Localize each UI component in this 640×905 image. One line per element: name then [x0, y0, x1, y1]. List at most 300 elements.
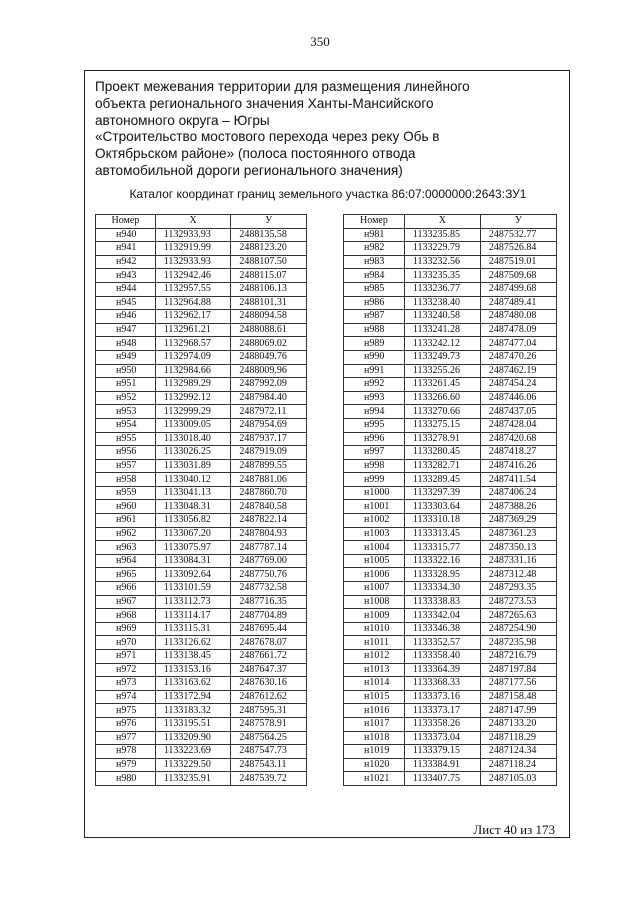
- x-coordinate-cell: 1133266.60: [404, 391, 480, 405]
- table-row: [96, 541, 307, 555]
- y-coordinate-cell: 2487732.58: [231, 582, 307, 596]
- point-number-cell: н952: [96, 391, 156, 405]
- column-header-x: X: [155, 215, 231, 229]
- table-row: [96, 500, 307, 514]
- x-coordinate-cell: 1133223.69: [155, 745, 231, 759]
- point-number-cell: н993: [344, 391, 405, 405]
- y-coordinate-cell: 2487446.06: [480, 391, 556, 405]
- point-number-cell: н954: [96, 418, 156, 432]
- point-number-cell: н1004: [344, 541, 405, 555]
- table-row: [344, 527, 557, 541]
- point-number-cell: н986: [344, 296, 405, 310]
- table-row: [96, 228, 307, 242]
- y-coordinate-cell: 2487972.11: [231, 405, 307, 419]
- table-row: [96, 459, 307, 473]
- point-number-cell: н1012: [344, 650, 405, 664]
- x-coordinate-cell: 1132933.93: [155, 228, 231, 242]
- table-row: [96, 310, 307, 324]
- x-coordinate-cell: 1132961.21: [155, 323, 231, 337]
- point-number-cell: н1017: [344, 717, 405, 731]
- y-coordinate-cell: 2487388.26: [480, 500, 556, 514]
- y-coordinate-cell: 2487235.98: [480, 636, 556, 650]
- y-coordinate-cell: 2487428.04: [480, 418, 556, 432]
- x-coordinate-cell: 1132984.66: [155, 364, 231, 378]
- y-coordinate-cell: 2488069.02: [231, 337, 307, 351]
- x-coordinate-cell: 1132957.55: [155, 282, 231, 296]
- table-row: [344, 554, 557, 568]
- table-row: [344, 446, 557, 460]
- point-number-cell: н977: [96, 731, 156, 745]
- y-coordinate-cell: 2488106.13: [231, 282, 307, 296]
- point-number-cell: н992: [344, 378, 405, 392]
- table-row: [344, 622, 557, 636]
- table-row: [344, 758, 557, 772]
- y-coordinate-cell: 2487411.54: [480, 473, 556, 487]
- point-number-cell: н973: [96, 677, 156, 691]
- y-coordinate-cell: 2487899.55: [231, 459, 307, 473]
- table-row: [96, 731, 307, 745]
- point-number-cell: н998: [344, 459, 405, 473]
- y-coordinate-cell: 2487312.48: [480, 568, 556, 582]
- point-number-cell: н961: [96, 514, 156, 528]
- table-row: [96, 514, 307, 528]
- x-coordinate-cell: 1133289.45: [404, 473, 480, 487]
- x-coordinate-cell: 1133115.31: [155, 622, 231, 636]
- point-number-cell: н1002: [344, 514, 405, 528]
- y-coordinate-cell: 2487769.00: [231, 554, 307, 568]
- point-number-cell: н1007: [344, 582, 405, 596]
- point-number-cell: н962: [96, 527, 156, 541]
- y-coordinate-cell: 2487118.29: [480, 731, 556, 745]
- x-coordinate-cell: 1133261.45: [404, 378, 480, 392]
- y-coordinate-cell: 2487273.53: [480, 595, 556, 609]
- y-coordinate-cell: 2487595.31: [231, 704, 307, 718]
- y-coordinate-cell: 2487480.08: [480, 310, 556, 324]
- table-row: [96, 568, 307, 582]
- y-coordinate-cell: 2487499.68: [480, 282, 556, 296]
- point-number-cell: н948: [96, 337, 156, 351]
- x-coordinate-cell: 1133138.45: [155, 650, 231, 664]
- y-coordinate-cell: 2487418.27: [480, 446, 556, 460]
- point-number-cell: н945: [96, 296, 156, 310]
- table-row: [96, 446, 307, 460]
- table-row: [344, 717, 557, 731]
- document-title: Проект межевания территории для размещения линейного объекта регионального значения Ханты-Мансийского автономного округа – Югры «Строительство мостового перехода через реку Обь в Октябрьском районе» (полоса постоянного отвода автомобильной дороги регионального значения): [95, 79, 470, 178]
- table-row: [96, 378, 307, 392]
- table-row: [96, 418, 307, 432]
- y-coordinate-cell: 2487124.34: [480, 745, 556, 759]
- x-coordinate-cell: 1133358.40: [404, 650, 480, 664]
- table-row: [96, 282, 307, 296]
- point-number-cell: н943: [96, 269, 156, 283]
- point-number-cell: н974: [96, 690, 156, 704]
- y-coordinate-cell: 2487919.09: [231, 446, 307, 460]
- x-coordinate-cell: 1132992.12: [155, 391, 231, 405]
- point-number-cell: н965: [96, 568, 156, 582]
- x-coordinate-cell: 1132962.17: [155, 310, 231, 324]
- table-row: [96, 690, 307, 704]
- y-coordinate-cell: 2487881.06: [231, 473, 307, 487]
- y-coordinate-cell: 2487647.37: [231, 663, 307, 677]
- table-row: [344, 650, 557, 664]
- table-row: [344, 242, 557, 256]
- x-coordinate-cell: 1133242.12: [404, 337, 480, 351]
- x-coordinate-cell: 1133163.62: [155, 677, 231, 691]
- point-number-cell: н1003: [344, 527, 405, 541]
- point-number-cell: н1008: [344, 595, 405, 609]
- table-row: [96, 745, 307, 759]
- y-coordinate-cell: 2487105.03: [480, 772, 556, 786]
- table-row: [344, 364, 557, 378]
- table-row: [344, 391, 557, 405]
- x-coordinate-cell: 1133270.66: [404, 405, 480, 419]
- y-coordinate-cell: 2487787.14: [231, 541, 307, 555]
- y-coordinate-cell: 2487612.62: [231, 690, 307, 704]
- point-number-cell: н990: [344, 350, 405, 364]
- table-row: [96, 486, 307, 500]
- table-row: [344, 704, 557, 718]
- point-number-cell: н963: [96, 541, 156, 555]
- y-coordinate-cell: 2488088.61: [231, 323, 307, 337]
- x-coordinate-cell: 1133241.28: [404, 323, 480, 337]
- x-coordinate-cell: 1133379.15: [404, 745, 480, 759]
- y-coordinate-cell: 2487630.16: [231, 677, 307, 691]
- coordinates-table-right: [343, 214, 557, 786]
- x-coordinate-cell: 1133315.77: [404, 541, 480, 555]
- table-row: [344, 405, 557, 419]
- point-number-cell: н949: [96, 350, 156, 364]
- point-number-cell: н951: [96, 378, 156, 392]
- y-coordinate-cell: 2487147.99: [480, 704, 556, 718]
- table-row: [344, 255, 557, 269]
- y-coordinate-cell: 2487539.72: [231, 772, 307, 786]
- point-number-cell: н1019: [344, 745, 405, 759]
- x-coordinate-cell: 1133209.90: [155, 731, 231, 745]
- y-coordinate-cell: 2487420.68: [480, 432, 556, 446]
- table-row: [96, 242, 307, 256]
- x-coordinate-cell: 1133282.71: [404, 459, 480, 473]
- y-coordinate-cell: 2487293.35: [480, 582, 556, 596]
- table-row: [344, 636, 557, 650]
- x-coordinate-cell: 1133101.59: [155, 582, 231, 596]
- table-row: [344, 772, 557, 786]
- table-row: [96, 677, 307, 691]
- y-coordinate-cell: 2487489.41: [480, 296, 556, 310]
- table-row: [344, 310, 557, 324]
- x-coordinate-cell: 1133338.83: [404, 595, 480, 609]
- x-coordinate-cell: 1133407.75: [404, 772, 480, 786]
- table-row: [96, 582, 307, 596]
- point-number-cell: н995: [344, 418, 405, 432]
- table-row: [96, 717, 307, 731]
- point-number-cell: н964: [96, 554, 156, 568]
- y-coordinate-cell: 2487840.58: [231, 500, 307, 514]
- point-number-cell: н1013: [344, 663, 405, 677]
- point-number-cell: н1009: [344, 609, 405, 623]
- y-coordinate-cell: 2487118.24: [480, 758, 556, 772]
- table-row: [96, 622, 307, 636]
- y-coordinate-cell: 2487984.40: [231, 391, 307, 405]
- x-coordinate-cell: 1133358.26: [404, 717, 480, 731]
- table-row: [344, 500, 557, 514]
- x-coordinate-cell: 1133009.05: [155, 418, 231, 432]
- table-row: [96, 758, 307, 772]
- point-number-cell: н991: [344, 364, 405, 378]
- x-coordinate-cell: 1133067.20: [155, 527, 231, 541]
- point-number-cell: н942: [96, 255, 156, 269]
- x-coordinate-cell: 1133275.15: [404, 418, 480, 432]
- x-coordinate-cell: 1133114.17: [155, 609, 231, 623]
- point-number-cell: н950: [96, 364, 156, 378]
- x-coordinate-cell: 1133342.04: [404, 609, 480, 623]
- y-coordinate-cell: 2487578.91: [231, 717, 307, 731]
- y-coordinate-cell: 2487704.89: [231, 609, 307, 623]
- table-row: [344, 690, 557, 704]
- point-number-cell: н985: [344, 282, 405, 296]
- point-number-cell: н959: [96, 486, 156, 500]
- point-number-cell: н994: [344, 405, 405, 419]
- column-header-number: Номер: [96, 215, 156, 229]
- x-coordinate-cell: 1133232.56: [404, 255, 480, 269]
- point-number-cell: н1018: [344, 731, 405, 745]
- point-number-cell: н1005: [344, 554, 405, 568]
- x-coordinate-cell: 1133297.39: [404, 486, 480, 500]
- y-coordinate-cell: 2487331.16: [480, 554, 556, 568]
- coordinates-table-left: [95, 214, 307, 786]
- table-row: [344, 337, 557, 351]
- x-coordinate-cell: 1133346.38: [404, 622, 480, 636]
- column-header-x: X: [404, 215, 480, 229]
- table-row: [344, 609, 557, 623]
- point-number-cell: н980: [96, 772, 156, 786]
- table-row: [96, 554, 307, 568]
- x-coordinate-cell: 1133048.31: [155, 500, 231, 514]
- x-coordinate-cell: 1132919.99: [155, 242, 231, 256]
- table-row: [96, 405, 307, 419]
- table-row: [96, 473, 307, 487]
- table-row: [344, 418, 557, 432]
- point-number-cell: н970: [96, 636, 156, 650]
- y-coordinate-cell: 2488115.07: [231, 269, 307, 283]
- x-coordinate-cell: 1133236.77: [404, 282, 480, 296]
- table-row: [96, 323, 307, 337]
- y-coordinate-cell: 2487216.79: [480, 650, 556, 664]
- y-coordinate-cell: 2487177.56: [480, 677, 556, 691]
- point-number-cell: н996: [344, 432, 405, 446]
- x-coordinate-cell: 1133018.40: [155, 432, 231, 446]
- column-header-y: У: [480, 215, 556, 229]
- x-coordinate-cell: 1132942.46: [155, 269, 231, 283]
- x-coordinate-cell: 1133235.35: [404, 269, 480, 283]
- y-coordinate-cell: 2487526.84: [480, 242, 556, 256]
- table-row: [344, 731, 557, 745]
- table-row: [96, 269, 307, 283]
- point-number-cell: н953: [96, 405, 156, 419]
- point-number-cell: н978: [96, 745, 156, 759]
- table-row: [344, 228, 557, 242]
- point-number-cell: н941: [96, 242, 156, 256]
- table-row: [96, 350, 307, 364]
- table-row: [96, 391, 307, 405]
- point-number-cell: н957: [96, 459, 156, 473]
- x-coordinate-cell: 1133235.85: [404, 228, 480, 242]
- y-coordinate-cell: 2487992.09: [231, 378, 307, 392]
- point-number-cell: н984: [344, 269, 405, 283]
- point-number-cell: н1021: [344, 772, 405, 786]
- y-coordinate-cell: 2487532.77: [480, 228, 556, 242]
- x-coordinate-cell: 1133041.13: [155, 486, 231, 500]
- x-coordinate-cell: 1133352.57: [404, 636, 480, 650]
- point-number-cell: н958: [96, 473, 156, 487]
- point-number-cell: н947: [96, 323, 156, 337]
- x-coordinate-cell: 1133373.04: [404, 731, 480, 745]
- x-coordinate-cell: 1133373.17: [404, 704, 480, 718]
- y-coordinate-cell: 2487361.23: [480, 527, 556, 541]
- point-number-cell: н955: [96, 432, 156, 446]
- y-coordinate-cell: 2487478.09: [480, 323, 556, 337]
- point-number-cell: н987: [344, 310, 405, 324]
- table-row: [344, 541, 557, 555]
- table-row: [344, 296, 557, 310]
- table-row: [344, 514, 557, 528]
- y-coordinate-cell: 2487822.14: [231, 514, 307, 528]
- table-row: [344, 663, 557, 677]
- y-coordinate-cell: 2488101.31: [231, 296, 307, 310]
- point-number-cell: н1016: [344, 704, 405, 718]
- x-coordinate-cell: 1132964.88: [155, 296, 231, 310]
- x-coordinate-cell: 1133249.73: [404, 350, 480, 364]
- y-coordinate-cell: 2487804.93: [231, 527, 307, 541]
- table-row: [96, 296, 307, 310]
- y-coordinate-cell: 2487406.24: [480, 486, 556, 500]
- x-coordinate-cell: 1133026.25: [155, 446, 231, 460]
- point-number-cell: н946: [96, 310, 156, 324]
- y-coordinate-cell: 2487197.84: [480, 663, 556, 677]
- x-coordinate-cell: 1133092.64: [155, 568, 231, 582]
- point-number-cell: н1011: [344, 636, 405, 650]
- table-header-row: [96, 215, 307, 229]
- table-header-row: [344, 215, 557, 229]
- y-coordinate-cell: 2488135.58: [231, 228, 307, 242]
- point-number-cell: н966: [96, 582, 156, 596]
- point-number-cell: н981: [344, 228, 405, 242]
- point-number-cell: н982: [344, 242, 405, 256]
- x-coordinate-cell: 1132989.29: [155, 378, 231, 392]
- table-row: [344, 582, 557, 596]
- point-number-cell: н976: [96, 717, 156, 731]
- point-number-cell: н983: [344, 255, 405, 269]
- x-coordinate-cell: 1133280.45: [404, 446, 480, 460]
- x-coordinate-cell: 1133384.91: [404, 758, 480, 772]
- table-row: [344, 282, 557, 296]
- table-row: [344, 677, 557, 691]
- x-coordinate-cell: 1133126.62: [155, 636, 231, 650]
- point-number-cell: н956: [96, 446, 156, 460]
- point-number-cell: н988: [344, 323, 405, 337]
- point-number-cell: н968: [96, 609, 156, 623]
- y-coordinate-cell: 2487454.24: [480, 378, 556, 392]
- y-coordinate-cell: 2487477.04: [480, 337, 556, 351]
- y-coordinate-cell: 2487750.76: [231, 568, 307, 582]
- table-row: [96, 650, 307, 664]
- x-coordinate-cell: 1133313.45: [404, 527, 480, 541]
- point-number-cell: н1015: [344, 690, 405, 704]
- x-coordinate-cell: 1133238.40: [404, 296, 480, 310]
- y-coordinate-cell: 2487860.70: [231, 486, 307, 500]
- y-coordinate-cell: 2487954.69: [231, 418, 307, 432]
- y-coordinate-cell: 2487416.26: [480, 459, 556, 473]
- y-coordinate-cell: 2488094.58: [231, 310, 307, 324]
- table-row: [344, 378, 557, 392]
- y-coordinate-cell: 2488049.76: [231, 350, 307, 364]
- y-coordinate-cell: 2487661.72: [231, 650, 307, 664]
- x-coordinate-cell: 1133322.16: [404, 554, 480, 568]
- x-coordinate-cell: 1133240.58: [404, 310, 480, 324]
- x-coordinate-cell: 1132999.29: [155, 405, 231, 419]
- table-row: [344, 745, 557, 759]
- y-coordinate-cell: 2487369.29: [480, 514, 556, 528]
- x-coordinate-cell: 1133364.39: [404, 663, 480, 677]
- x-coordinate-cell: 1133031.89: [155, 459, 231, 473]
- y-coordinate-cell: 2487547.73: [231, 745, 307, 759]
- point-number-cell: н1010: [344, 622, 405, 636]
- point-number-cell: н1000: [344, 486, 405, 500]
- table-row: [96, 364, 307, 378]
- table-row: [344, 323, 557, 337]
- x-coordinate-cell: 1133056.82: [155, 514, 231, 528]
- x-coordinate-cell: 1133368.33: [404, 677, 480, 691]
- point-number-cell: н979: [96, 758, 156, 772]
- y-coordinate-cell: 2487564.25: [231, 731, 307, 745]
- x-coordinate-cell: 1133183.32: [155, 704, 231, 718]
- x-coordinate-cell: 1133153.16: [155, 663, 231, 677]
- point-number-cell: н971: [96, 650, 156, 664]
- y-coordinate-cell: 2487695.44: [231, 622, 307, 636]
- x-coordinate-cell: 1133310.18: [404, 514, 480, 528]
- table-row: [344, 568, 557, 582]
- point-number-cell: н969: [96, 622, 156, 636]
- table-row: [96, 337, 307, 351]
- table-row: [96, 609, 307, 623]
- x-coordinate-cell: 1133172.94: [155, 690, 231, 704]
- sheet-number: Лист 40 из 173: [473, 822, 555, 837]
- y-coordinate-cell: 2487937.17: [231, 432, 307, 446]
- y-coordinate-cell: 2487254.90: [480, 622, 556, 636]
- x-coordinate-cell: 1133303.64: [404, 500, 480, 514]
- table-row: [96, 772, 307, 786]
- x-coordinate-cell: 1133255.26: [404, 364, 480, 378]
- x-coordinate-cell: 1133278.91: [404, 432, 480, 446]
- y-coordinate-cell: 2487265.63: [480, 609, 556, 623]
- point-number-cell: н972: [96, 663, 156, 677]
- table-row: [96, 527, 307, 541]
- point-number-cell: н944: [96, 282, 156, 296]
- y-coordinate-cell: 2487350.13: [480, 541, 556, 555]
- y-coordinate-cell: 2487519.01: [480, 255, 556, 269]
- table-row: [344, 269, 557, 283]
- table-row: [96, 636, 307, 650]
- y-coordinate-cell: 2488107.50: [231, 255, 307, 269]
- x-coordinate-cell: 1133229.50: [155, 758, 231, 772]
- x-coordinate-cell: 1133195.51: [155, 717, 231, 731]
- document-frame: [84, 70, 570, 838]
- x-coordinate-cell: 1133334.30: [404, 582, 480, 596]
- x-coordinate-cell: 1133235.91: [155, 772, 231, 786]
- y-coordinate-cell: 2487133.20: [480, 717, 556, 731]
- table-row: [344, 473, 557, 487]
- x-coordinate-cell: 1133229.79: [404, 242, 480, 256]
- point-number-cell: н1014: [344, 677, 405, 691]
